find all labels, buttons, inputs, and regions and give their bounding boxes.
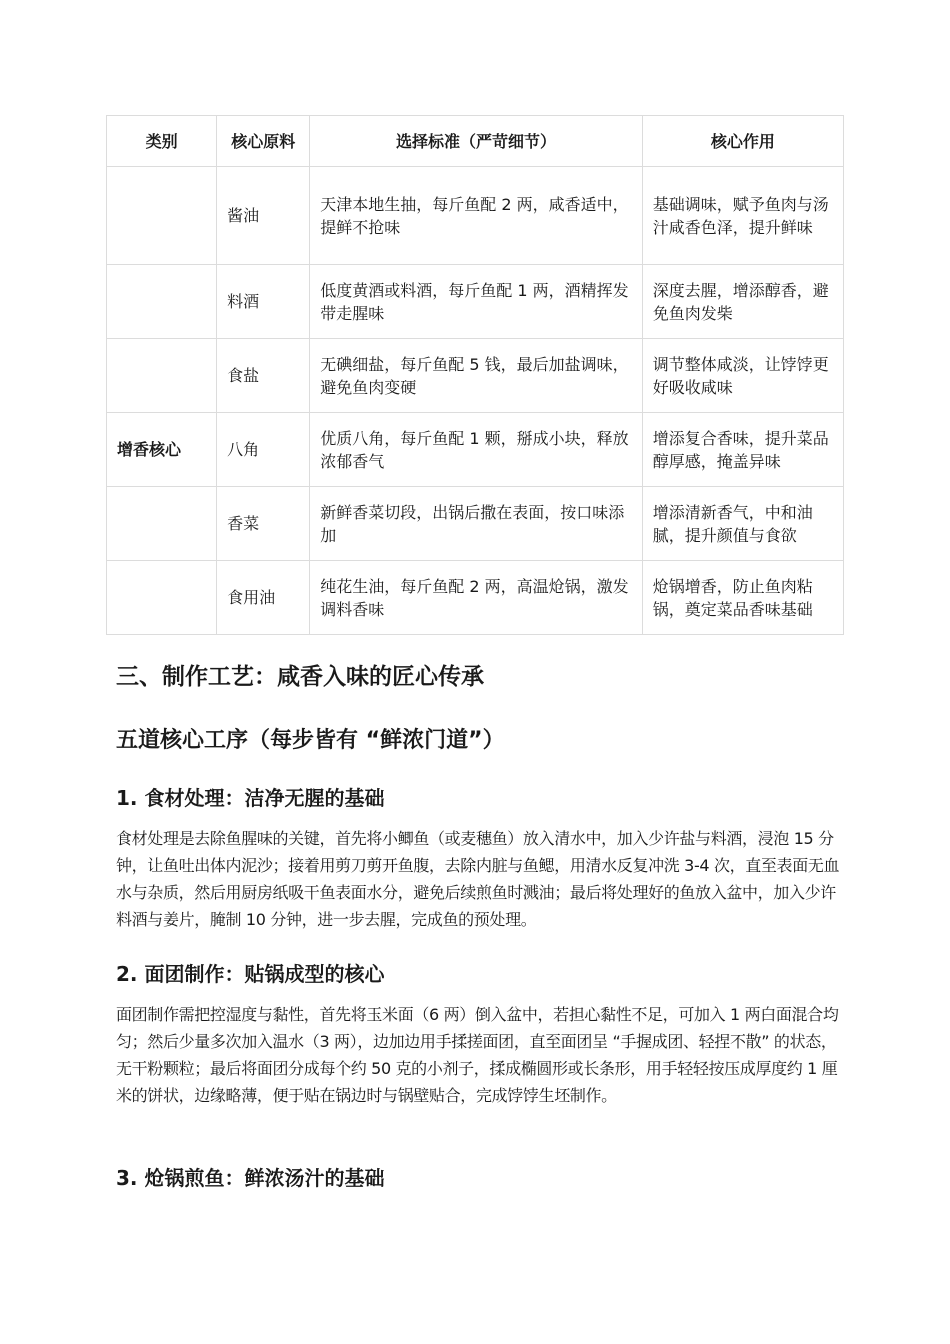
cell-category: [107, 167, 217, 265]
step-1-heading: 1. 食材处理：洁净无腥的基础: [116, 786, 385, 810]
step-3-heading: 3. 炝锅煎鱼：鲜浓汤汁的基础: [116, 1166, 385, 1190]
table-header-row: [107, 116, 844, 167]
cell-ingredient: 料酒: [217, 265, 310, 339]
cell-standard: 无碘细盐，每斤鱼配 5 钱，最后加盐调味，避免鱼肉变硬: [310, 339, 642, 413]
ingredients-table: [106, 115, 844, 635]
cell-ingredient: 酱油: [217, 167, 310, 265]
cell-category: [107, 265, 217, 339]
cell-role: 炝锅增香，防止鱼肉粘锅，奠定菜品香味基础: [642, 561, 843, 635]
cell-ingredient: 香菜: [217, 487, 310, 561]
section-title: 三、制作工艺：咸香入味的匠心传承: [116, 664, 484, 690]
step-2-heading: 2. 面团制作：贴锅成型的核心: [116, 962, 385, 986]
step-2-body: 面团制作需把控湿度与黏性，首先将玉米面（6 两）倒入盆中，若担心黏性不足，可加入 1 两白面混合均匀；然后少量多次加入温水（3 两），边加边用手揉搓面团，直至面团呈 “手握成团、轻捏不散” 的状态，无干粉颗粒；最后将面团分成每个约 50 克的小剂子，揉成椭圆形或长条形，用手轻轻按压成厚度约 1 厘米的饼状，边缘略薄，便于贴在锅边时与锅壁贴合，完成饽饽生坯制作。: [116, 1005, 839, 1105]
cell-category: 增香核心: [107, 413, 217, 487]
cell-role: 基础调味，赋予鱼肉与汤汁咸香色泽，提升鲜味: [642, 167, 843, 265]
table-row: [107, 487, 844, 561]
cell-ingredient: 食盐: [217, 339, 310, 413]
cell-standard: 低度黄酒或料酒，每斤鱼配 1 两，酒精挥发带走腥味: [310, 265, 642, 339]
cell-role: 调节整体咸淡，让饽饽更好吸收咸味: [642, 339, 843, 413]
header-standard: 选择标准（严苛细节）: [310, 116, 642, 167]
cell-role: 增添复合香味，提升菜品醇厚感，掩盖异味: [642, 413, 843, 487]
cell-role: 增添清新香气，中和油腻，提升颜值与食欲: [642, 487, 843, 561]
cell-standard: 天津本地生抽，每斤鱼配 2 两，咸香适中，提鲜不抢味: [310, 167, 642, 265]
table-row: [107, 265, 844, 339]
table-row: [107, 561, 844, 635]
cell-standard: 纯花生油，每斤鱼配 2 两，高温炝锅，激发调料香味: [310, 561, 642, 635]
cell-category: [107, 339, 217, 413]
cell-category: [107, 487, 217, 561]
cell-standard: 优质八角，每斤鱼配 1 颗，掰成小块，释放浓郁香气: [310, 413, 642, 487]
step-1-body: 食材处理是去除鱼腥味的关键，首先将小鲫鱼（或麦穗鱼）放入清水中，加入少许盐与料酒，浸泡 15 分钟，让鱼吐出体内泥沙；接着用剪刀剪开鱼腹，去除内脏与鱼鳃，用清水反复冲洗 3-4 次，直至表面无血水与杂质，然后用厨房纸吸干鱼表面水分，避免后续煎鱼时溅油；最后将处理好的鱼放入盆中，加入少许料酒与姜片，腌制 10 分钟，进一步去腥，完成鱼的预处理。: [116, 829, 840, 929]
cell-ingredient: 食用油: [217, 561, 310, 635]
table-row: [107, 167, 844, 265]
table-row: [107, 413, 844, 487]
table-row: [107, 339, 844, 413]
cell-role: 深度去腥，增添醇香，避免鱼肉发柴: [642, 265, 843, 339]
header-role: 核心作用: [642, 116, 843, 167]
cell-standard: 新鲜香菜切段，出锅后撒在表面，按口味添加: [310, 487, 642, 561]
section-subtitle: 五道核心工序（每步皆有 “鲜浓门道”）: [116, 728, 505, 753]
header-category: 类别: [107, 116, 217, 167]
cell-category: [107, 561, 217, 635]
cell-ingredient: 八角: [217, 413, 310, 487]
header-ingredient: 核心原料: [217, 116, 310, 167]
